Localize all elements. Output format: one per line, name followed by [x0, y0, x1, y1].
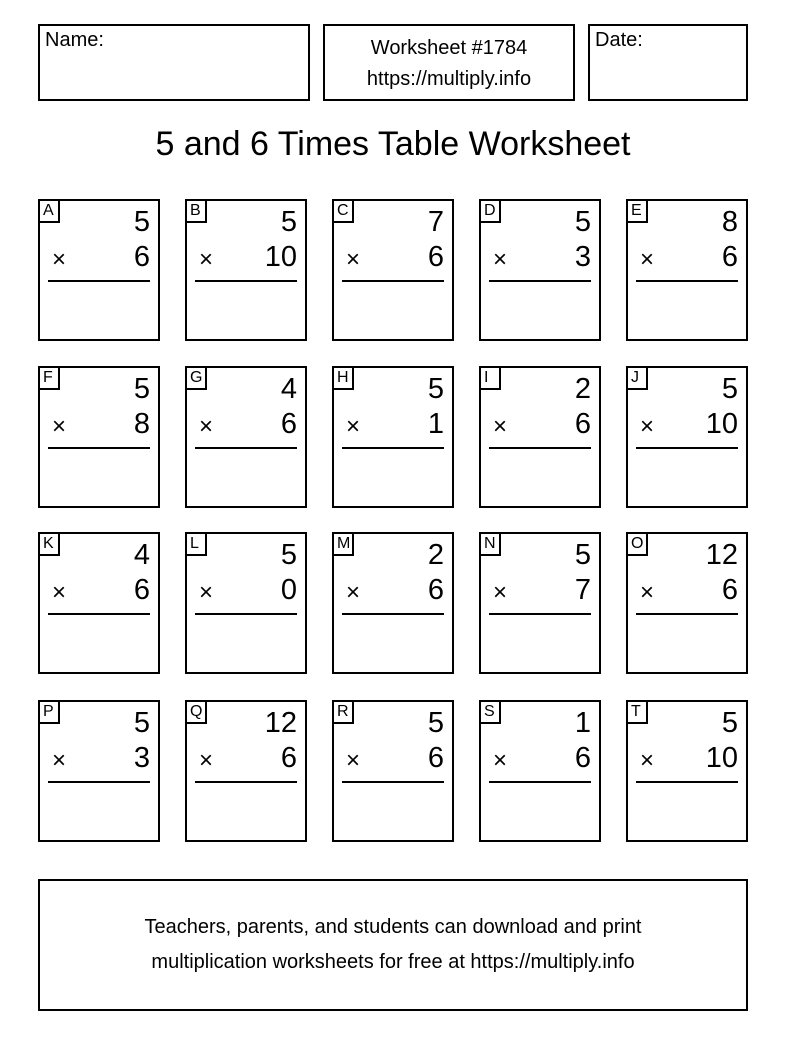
problem-letter: A	[38, 199, 60, 223]
footer-line-1: Teachers, parents, and students can download and print	[144, 916, 642, 938]
problem-top-number: 2	[427, 539, 444, 571]
multiply-sign: ×	[52, 579, 67, 606]
problem-letter: G	[185, 366, 207, 390]
problem-card	[38, 199, 160, 341]
multiply-sign: ×	[346, 246, 361, 273]
problem-bottom-number: 6	[280, 408, 297, 440]
multiply-sign: ×	[493, 747, 508, 774]
answer-line	[489, 781, 591, 783]
answer-line	[195, 280, 297, 282]
multiply-sign: ×	[52, 413, 67, 440]
problem-top-number: 5	[574, 539, 591, 571]
answer-line	[48, 447, 150, 449]
footer-line-2: multiplication worksheets for free at https://multiply.info	[151, 951, 635, 973]
multiply-sign: ×	[52, 246, 67, 273]
problem-card	[479, 366, 601, 508]
worksheet-info-box	[323, 24, 575, 101]
problem-bottom-number: 0	[280, 574, 297, 606]
problem-bottom-number: 6	[574, 742, 591, 774]
problem-bottom-number: 6	[721, 241, 738, 273]
date-label: Date:	[595, 29, 643, 51]
problem-letter: I	[479, 366, 501, 390]
multiply-sign: ×	[52, 747, 67, 774]
answer-line	[342, 781, 444, 783]
problem-card	[479, 532, 601, 674]
problem-top-number: 5	[721, 373, 738, 405]
problem-bottom-number: 10	[705, 742, 738, 774]
multiply-sign: ×	[640, 747, 655, 774]
date-box	[588, 24, 748, 101]
answer-line	[195, 613, 297, 615]
problem-card	[332, 700, 454, 842]
problem-top-number: 12	[705, 539, 738, 571]
problem-top-number: 7	[427, 206, 444, 238]
problem-top-number: 12	[264, 707, 297, 739]
answer-line	[48, 280, 150, 282]
multiply-sign: ×	[346, 579, 361, 606]
problem-letter: E	[626, 199, 648, 223]
problem-card	[185, 700, 307, 842]
problem-letter: O	[626, 532, 648, 556]
multiply-sign: ×	[640, 579, 655, 606]
problem-card	[332, 532, 454, 674]
answer-line	[342, 613, 444, 615]
answer-line	[636, 280, 738, 282]
problem-card	[185, 366, 307, 508]
problem-letter: D	[479, 199, 501, 223]
problem-top-number: 4	[133, 539, 150, 571]
problem-bottom-number: 8	[133, 408, 150, 440]
problem-letter: S	[479, 700, 501, 724]
multiply-sign: ×	[640, 413, 655, 440]
problem-card	[626, 366, 748, 508]
multiply-sign: ×	[346, 413, 361, 440]
problem-top-number: 5	[427, 373, 444, 405]
multiply-sign: ×	[346, 747, 361, 774]
multiply-sign: ×	[199, 413, 214, 440]
problem-letter: F	[38, 366, 60, 390]
problem-top-number: 5	[427, 707, 444, 739]
problem-letter: M	[332, 532, 354, 556]
problem-bottom-number: 6	[280, 742, 297, 774]
problem-letter: L	[185, 532, 207, 556]
problem-card	[626, 700, 748, 842]
problem-letter: C	[332, 199, 354, 223]
problem-card	[38, 532, 160, 674]
problem-letter: Q	[185, 700, 207, 724]
problem-letter: R	[332, 700, 354, 724]
worksheet-number: Worksheet #1784	[370, 37, 528, 59]
problem-top-number: 5	[133, 206, 150, 238]
problem-card	[38, 700, 160, 842]
problem-card	[626, 199, 748, 341]
worksheet-url[interactable]: https://multiply.info	[366, 68, 532, 90]
name-box	[38, 24, 310, 101]
multiply-sign: ×	[493, 579, 508, 606]
problem-top-number: 5	[280, 206, 297, 238]
problem-card	[185, 532, 307, 674]
problem-bottom-number: 3	[133, 742, 150, 774]
problem-bottom-number: 10	[705, 408, 738, 440]
page-title: 5 and 6 Times Table Worksheet	[155, 125, 631, 163]
problem-letter: K	[38, 532, 60, 556]
multiply-sign: ×	[199, 246, 214, 273]
problem-card	[479, 700, 601, 842]
problem-top-number: 5	[721, 707, 738, 739]
footer-box	[38, 879, 748, 1011]
problem-bottom-number: 6	[427, 574, 444, 606]
problem-bottom-number: 10	[264, 241, 297, 273]
multiply-sign: ×	[493, 413, 508, 440]
problem-bottom-number: 6	[427, 241, 444, 273]
answer-line	[342, 447, 444, 449]
answer-line	[636, 781, 738, 783]
problem-top-number: 5	[280, 539, 297, 571]
name-label: Name:	[45, 29, 104, 51]
problem-top-number: 5	[133, 373, 150, 405]
problem-bottom-number: 6	[427, 742, 444, 774]
problem-letter: J	[626, 366, 648, 390]
answer-line	[195, 447, 297, 449]
answer-line	[489, 447, 591, 449]
problem-card	[38, 366, 160, 508]
multiply-sign: ×	[199, 579, 214, 606]
problem-card	[332, 366, 454, 508]
problem-top-number: 5	[574, 206, 591, 238]
answer-line	[489, 613, 591, 615]
multiply-sign: ×	[640, 246, 655, 273]
answer-line	[195, 781, 297, 783]
problem-top-number: 5	[133, 707, 150, 739]
multiply-sign: ×	[493, 246, 508, 273]
problem-bottom-number: 6	[721, 574, 738, 606]
problem-bottom-number: 6	[133, 574, 150, 606]
multiply-sign: ×	[199, 747, 214, 774]
answer-line	[636, 447, 738, 449]
problem-top-number: 2	[574, 373, 591, 405]
answer-line	[342, 280, 444, 282]
problem-card	[626, 532, 748, 674]
problem-bottom-number: 3	[574, 241, 591, 273]
answer-line	[48, 781, 150, 783]
problem-card	[185, 199, 307, 341]
problem-card	[479, 199, 601, 341]
answer-line	[48, 613, 150, 615]
problem-top-number: 4	[280, 373, 297, 405]
problem-letter: H	[332, 366, 354, 390]
answer-line	[636, 613, 738, 615]
problem-top-number: 1	[574, 707, 591, 739]
problem-bottom-number: 7	[574, 574, 591, 606]
problem-bottom-number: 6	[574, 408, 591, 440]
problem-bottom-number: 6	[133, 241, 150, 273]
problem-card	[332, 199, 454, 341]
problem-letter: P	[38, 700, 60, 724]
problem-letter: T	[626, 700, 648, 724]
problem-top-number: 8	[721, 206, 738, 238]
problem-letter: N	[479, 532, 501, 556]
problem-bottom-number: 1	[427, 408, 444, 440]
problem-letter: B	[185, 199, 207, 223]
answer-line	[489, 280, 591, 282]
